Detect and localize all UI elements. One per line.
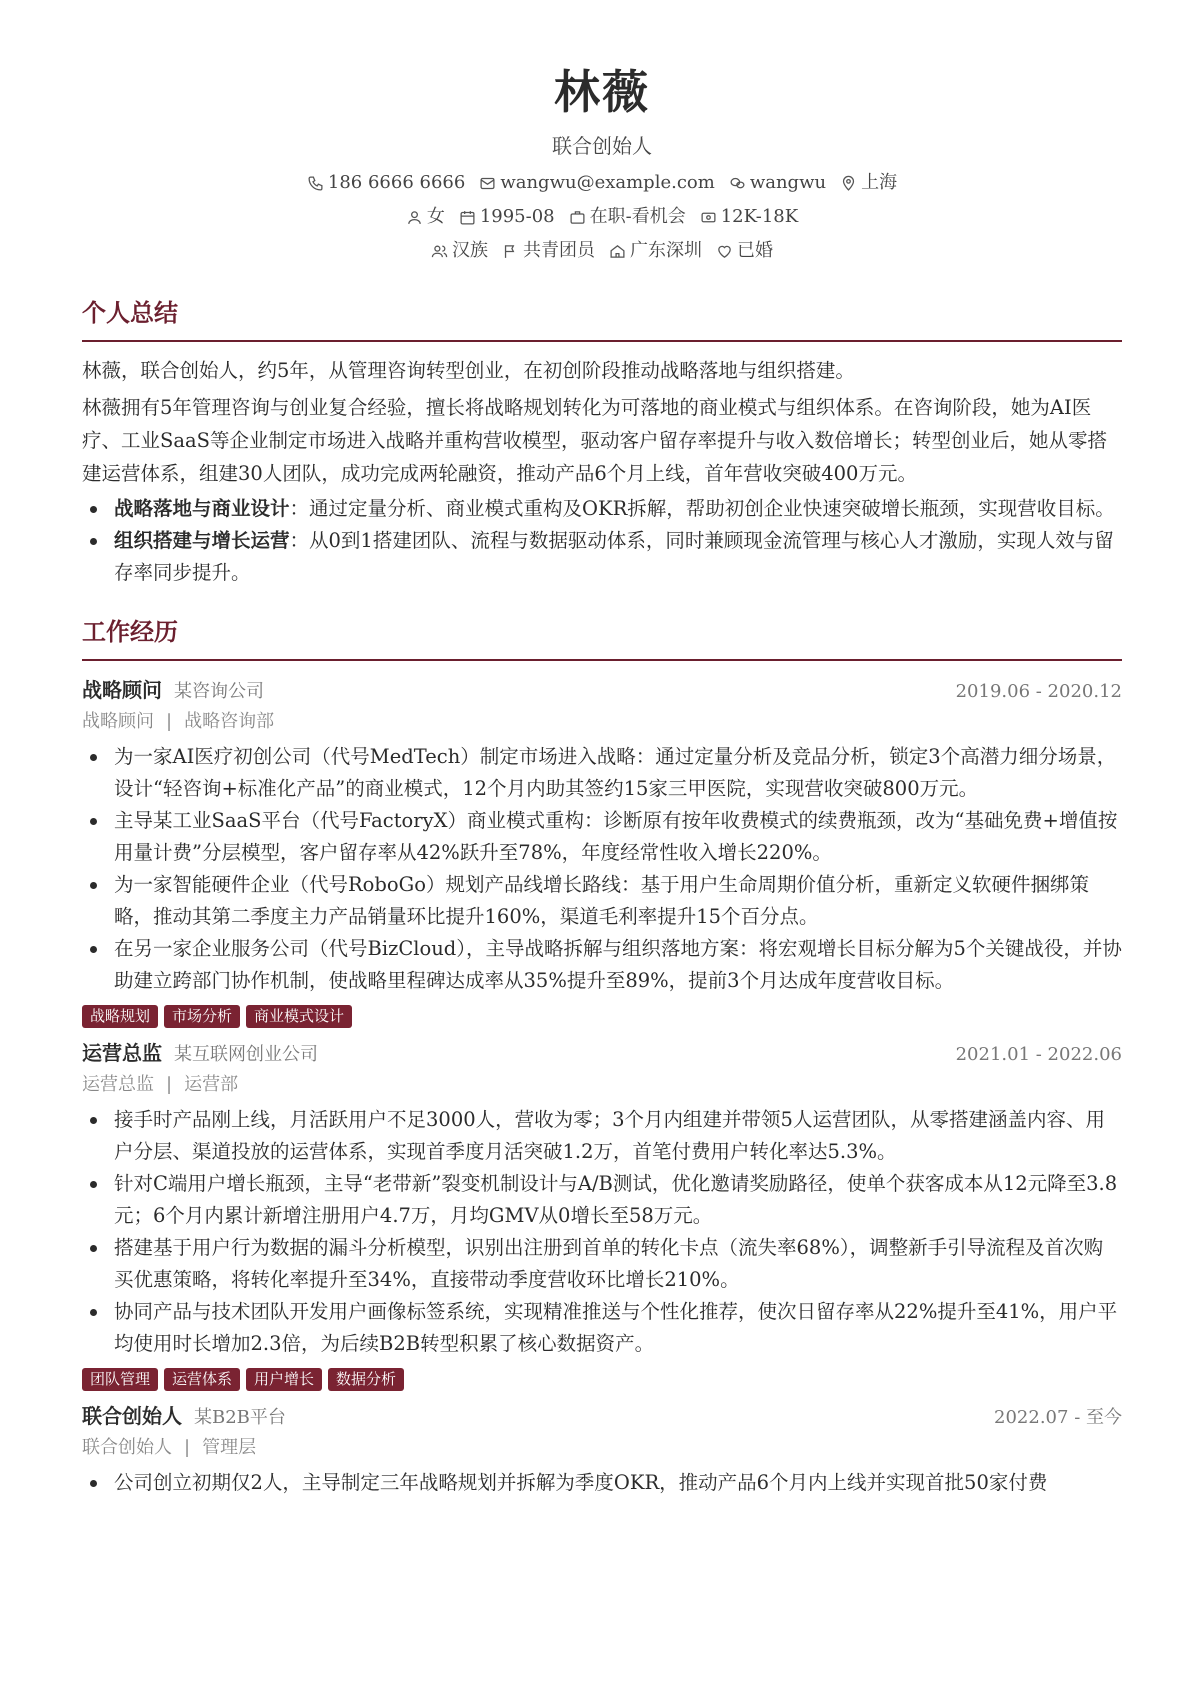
summary-intro: 林薇，联合创始人，约5年，从管理咨询转型创业，在初创阶段推动战略落地与组织搭建。 (82, 359, 855, 382)
separator: | (184, 1437, 191, 1458)
highlight-text: ：通过定量分析、商业模式重构及OKR拆解，帮助初创企业快速突破增长瓶颈，实现营收目标。 (289, 497, 1115, 520)
separator: | (166, 1074, 173, 1095)
section-title-summary: 个人总结 (82, 298, 178, 327)
list-item (82, 525, 1122, 589)
job-title: 联合创始人 (82, 1404, 182, 1428)
separator: | (166, 711, 173, 732)
highlight-title: 组织搭建与增长运营 (114, 529, 290, 552)
resume-header (82, 62, 1122, 264)
skill-tag: 团队管理 (82, 1368, 158, 1391)
briefcase-icon (569, 209, 586, 226)
skill-tag: 战略规划 (82, 1005, 158, 1028)
job-header (82, 675, 1122, 707)
skill-tag: 用户增长 (246, 1368, 322, 1391)
phone-icon (307, 175, 324, 192)
heart-icon (716, 243, 733, 260)
birth-item (459, 204, 555, 230)
email-item (479, 170, 715, 196)
list-item: 搭建基于用户行为数据的漏斗分析模型，识别出注册到首单的转化卡点（流失率68%），调整新手引导流程及首次购买优惠策略，将转化率提升至34%，直接带动季度营收环比增长210%。 (82, 1232, 1122, 1296)
home-icon (609, 243, 626, 260)
list-item: 公司创立初期仅2人，主导制定三年战略规划并拆解为季度OKR，推动产品6个月内上线并实现首批50家付费 (82, 1467, 1122, 1499)
list-item: 接手时产品刚上线，月活跃用户不足3000人，营收为零；3个月内组建并带领5人运营团队，从零搭建涵盖内容、用户分层、渠道投放的运营体系，实现首季度月活突破1.2万，首笔付费用户转化率达5.3%。 (82, 1104, 1122, 1168)
job-bullets (82, 1104, 1122, 1360)
users-icon (431, 243, 448, 260)
email-text: wangwu@example.com (500, 172, 715, 193)
status-text: 在职-看机会 (589, 206, 686, 227)
contact-row-1 (82, 170, 1122, 196)
job-company: 某互联网创业公司 (174, 1044, 318, 1065)
job-title: 运营总监 (82, 1041, 162, 1065)
job-bullets (82, 741, 1122, 997)
contact-row-3 (82, 238, 1122, 264)
ethnicity-text: 汉族 (452, 240, 488, 261)
person-icon (406, 209, 423, 226)
skill-tag: 数据分析 (328, 1368, 404, 1391)
political-text: 共青团员 (523, 240, 595, 261)
job-date: 2022.07 - 至今 (994, 1407, 1122, 1428)
job-bullets (82, 1467, 1122, 1499)
candidate-name: 林薇 (554, 65, 650, 119)
summary-detail: 林薇拥有5年管理咨询与创业复合经验，擅长将战略规划转化为可落地的商业模式与组织体系。在咨询阶段，她为AI医疗、工业SaaS等企业制定市场进入战略并重构营收模型，驱动客户留存率提升与收入数倍增长；转型创业后，她从零搭建运营体系，组建30人团队，成功完成两轮融资，推动产品6个月上线，首年营收突破400万元。 (82, 396, 1107, 485)
job-department: 战略咨询部 (184, 711, 275, 732)
job-entry (82, 1038, 1122, 1391)
list-item: 在另一家企业服务公司（代号BizCloud），主导战略拆解与组织落地方案：将宏观增长目标分解为5个关键战役，并协助建立跨部门协作机制，使战略里程碑达成率从35%提升至89%，提前3个月达成年度营收目标。 (82, 933, 1122, 997)
resume-page (82, 0, 1122, 1499)
city-item (840, 170, 897, 196)
skill-tags (82, 1005, 1122, 1028)
section-divider (82, 659, 1122, 661)
flag-icon (502, 243, 519, 260)
city-text: 上海 (861, 172, 898, 193)
marital-item (716, 238, 773, 264)
hometown-item (609, 238, 702, 264)
job-position: 联合创始人 (82, 1437, 172, 1458)
list-item: 针对C端用户增长瓶颈，主导“老带新”裂变机制设计与A/B测试，优化邀请奖励路径，使单个获客成本从12元降至3.8元；6个月内累计新增注册用户4.7万，月均GMV从0增长至58万元。 (82, 1168, 1122, 1232)
job-title: 战略顾问 (82, 678, 162, 702)
job-department: 管理层 (202, 1437, 257, 1458)
wechat-item (729, 170, 826, 196)
salary-item (700, 204, 798, 230)
section-divider (82, 340, 1122, 342)
salary-text: 12K-18K (720, 206, 799, 227)
highlight-text: ：从0到1搭建团队、流程与数据驱动体系，同时兼顾现金流管理与核心人才激励，实现人效与留存率同步提升。 (114, 529, 1114, 584)
phone-item (307, 170, 465, 196)
location-icon (840, 175, 857, 192)
job-date: 2021.01 - 2022.06 (955, 1044, 1122, 1065)
summary-highlights (82, 493, 1122, 589)
summary-section (82, 296, 1122, 589)
job-position: 运营总监 (82, 1074, 154, 1095)
section-title-work: 工作经历 (82, 617, 178, 646)
wechat-text: wangwu (749, 172, 827, 193)
calendar-icon (459, 209, 476, 226)
work-section (82, 615, 1122, 1499)
candidate-role: 联合创始人 (552, 134, 652, 158)
list-item: 协同产品与技术团队开发用户画像标签系统，实现精准推送与个性化推荐，使次日留存率从22%提升至41%，用户平均使用时长增加2.3倍，为后续B2B转型积累了核心数据资产。 (82, 1296, 1122, 1360)
gender-item (406, 204, 445, 230)
job-subtitle (82, 707, 1122, 737)
skill-tag: 市场分析 (164, 1005, 240, 1028)
job-department: 运营部 (184, 1074, 239, 1095)
marital-text: 已婚 (737, 240, 773, 261)
job-date: 2019.06 - 2020.12 (955, 681, 1122, 702)
job-subtitle (82, 1433, 1122, 1463)
gender-text: 女 (426, 206, 445, 227)
political-item (502, 238, 595, 264)
skill-tag: 商业模式设计 (246, 1005, 352, 1028)
highlight-title: 战略落地与商业设计 (114, 497, 290, 520)
job-header (82, 1038, 1122, 1070)
status-item (569, 204, 686, 230)
list-item: 为一家智能硬件企业（代号RoboGo）规划产品线增长路线：基于用户生命周期价值分析，重新定义软硬件捆绑策略，推动其第二季度主力产品销量环比提升160%，渠道毛利率提升15个百分点。 (82, 869, 1122, 933)
phone-text: 186 6666 6666 (327, 172, 466, 193)
skill-tag: 运营体系 (164, 1368, 240, 1391)
list-item: 为一家AI医疗初创公司（代号MedTech）制定市场进入战略：通过定量分析及竞品分析，锁定3个高潜力细分场景，设计“轻咨询+标准化产品”的商业模式，12个月内助其签约15家三甲医院，实现营收突破800万元。 (82, 741, 1122, 805)
job-position: 战略顾问 (82, 711, 154, 732)
ethnicity-item (431, 238, 488, 264)
job-entry (82, 1401, 1122, 1499)
job-subtitle (82, 1070, 1122, 1100)
job-company: 某B2B平台 (194, 1407, 286, 1428)
hometown-text: 广东深圳 (630, 240, 702, 261)
mail-icon (479, 175, 496, 192)
skill-tags (82, 1368, 1122, 1391)
job-header (82, 1401, 1122, 1433)
contact-row-2 (82, 204, 1122, 230)
list-item (82, 493, 1122, 525)
birth-text: 1995-08 (479, 206, 555, 227)
job-entry (82, 675, 1122, 1028)
contact-info (82, 170, 1122, 264)
money-icon (700, 209, 717, 226)
job-company: 某咨询公司 (174, 681, 264, 702)
list-item: 主导某工业SaaS平台（代号FactoryX）商业模式重构：诊断原有按年收费模式的续费瓶颈，改为“基础免费+增值按用量计费”分层模型，客户留存率从42%跃升至78%，年度经常性收入增长220%。 (82, 805, 1122, 869)
wechat-icon (729, 175, 746, 192)
